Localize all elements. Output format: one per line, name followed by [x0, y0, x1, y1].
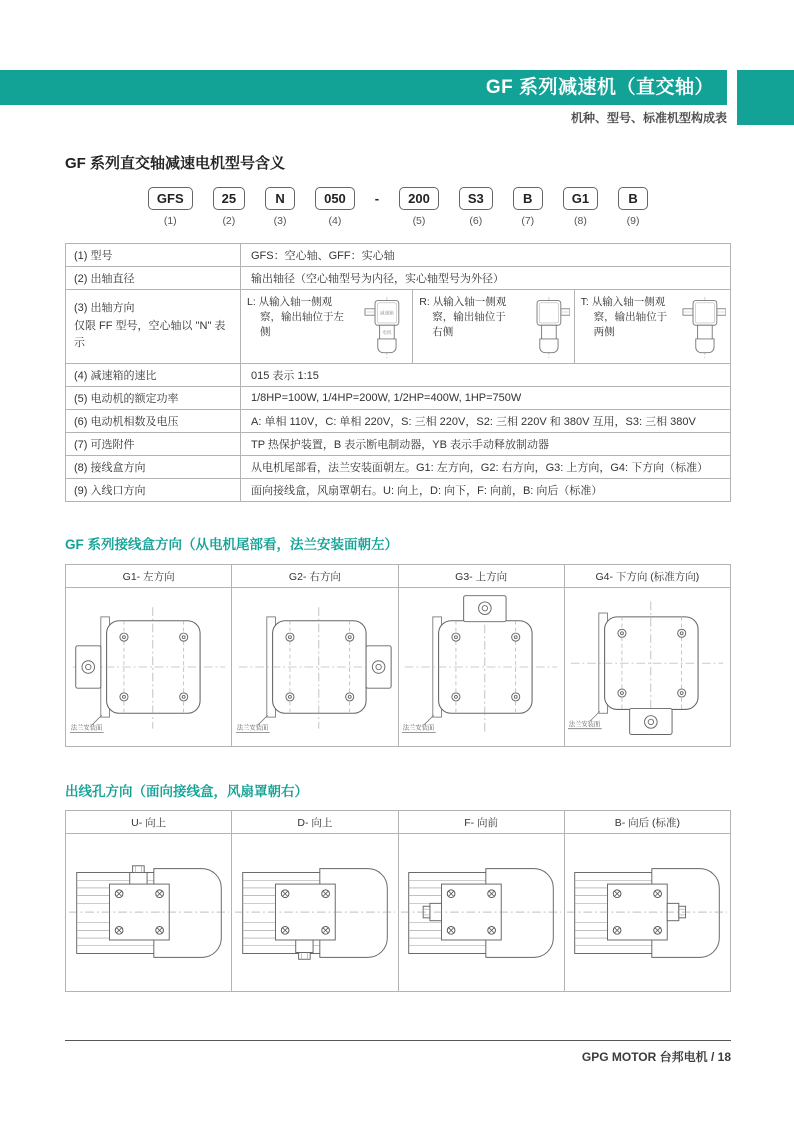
code-separator: -	[374, 191, 380, 206]
code-box: G1	[563, 187, 598, 210]
outlet-section-title: 出线孔方向（面向接线盒，风扇罩朝右）	[65, 784, 308, 799]
spec-value: 面向接线盒，风扇罩朝右。U: 向上，D: 向下，F: 向前，B: 向后（标准）	[241, 479, 731, 502]
motor-side-view-gland-front-drawing	[401, 843, 561, 983]
table-row	[66, 588, 731, 747]
column-header-U: U- 向上	[66, 811, 232, 834]
page-content	[65, 152, 731, 992]
diagram-cell-G2	[232, 588, 398, 747]
code-part-9	[618, 187, 648, 227]
code-box: GFS	[148, 187, 193, 210]
column-header-G3: G3- 上方向	[398, 565, 564, 588]
code-box: 050	[315, 187, 355, 210]
code-part-8	[563, 187, 598, 227]
spec-label: (7) 可选附件	[66, 433, 241, 456]
code-part-3	[265, 187, 295, 227]
spec-label-line1: (3) 出轴方向	[74, 302, 135, 315]
column-header-D: D- 向上	[232, 811, 398, 834]
spec-value: 从电机尾部看，法兰安装面朝左。G1: 左方向，G2: 右方向，G3: 上方向，G4: 下方向（标准）	[241, 456, 731, 479]
spec-table	[65, 243, 731, 502]
column-header-F: F- 向前	[398, 811, 564, 834]
diagram-cell-F	[398, 834, 564, 992]
column-header-G4: G4- 下方向 (标准方向)	[564, 565, 730, 588]
code-index: (4)	[328, 215, 342, 227]
spec-label: (6) 电动机相数及电压	[66, 410, 241, 433]
code-index: (7)	[521, 215, 535, 227]
footer-text: GPG MOTOR 台邦电机 / 18	[581, 1050, 731, 1064]
spec-value: 输出轴径（空心轴型号为内径，实心轴型号为外径）	[241, 267, 731, 290]
flange-face-label: 法兰安装面	[70, 724, 102, 732]
spec-value-shaft-direction	[241, 290, 731, 364]
table-row	[66, 410, 731, 433]
table-header-row	[66, 811, 731, 834]
motor-rear-view-box-left-drawing	[69, 591, 229, 743]
model-code-row	[65, 187, 731, 227]
table-row	[66, 479, 731, 502]
spec-value: 015 表示 1:15	[241, 364, 731, 387]
table-row	[66, 834, 731, 992]
spec-label: (4) 减速箱的速比	[66, 364, 241, 387]
motor-rear-view-box-bottom-drawing	[567, 591, 727, 743]
gearmotor-both-shaft-drawing	[682, 296, 726, 360]
code-box: 25	[213, 187, 245, 210]
motor-rear-view-box-top-drawing	[401, 591, 561, 743]
spec-value: TP 热保护装置，B 表示断电制动器，YB 表示手动释放制动器	[241, 433, 731, 456]
code-index: (8)	[574, 215, 587, 227]
column-header-G2: G2- 右方向	[232, 565, 398, 588]
code-index: (9)	[626, 215, 640, 227]
spec-label: (1) 型号	[66, 244, 241, 267]
motor-side-view-gland-down-drawing	[235, 843, 395, 983]
diagram-cell-G3	[398, 588, 564, 747]
outlet-direction-table	[65, 810, 731, 992]
spec-value: A: 单相 110V，C: 单相 220V，S: 三相 220V，S2: 三相 220V 和 380V 互用，S3: 三相 380V	[241, 410, 731, 433]
code-box: B	[618, 187, 648, 210]
shaft-direction-cells	[241, 290, 730, 363]
motor-side-view-gland-back-drawing	[567, 843, 727, 983]
table-header-row	[66, 565, 731, 588]
shaft-direction-R	[412, 290, 573, 363]
table-row	[66, 364, 731, 387]
spec-value: GFS：空心轴、GFF：实心轴	[241, 244, 731, 267]
gearbox-label: 减速箱	[380, 310, 395, 316]
spec-value: 1/8HP=100W, 1/4HP=200W, 1/2HP=400W, 1HP=750W	[241, 387, 731, 410]
code-part-6	[459, 187, 493, 227]
spec-label: (8) 接线盒方向	[66, 456, 241, 479]
code-index: (2)	[222, 215, 236, 227]
motor-label: 电机	[382, 329, 392, 335]
shaft-direction-L-text: L: 从输入轴一侧观察，输出轴位于左侧	[247, 296, 344, 339]
code-box: 200	[399, 187, 439, 210]
code-box: S3	[459, 187, 493, 210]
code-part-4	[315, 187, 355, 227]
header-banner	[0, 70, 727, 105]
column-header-B: B- 向后 (标准)	[564, 811, 730, 834]
diagram-cell-B	[564, 834, 730, 992]
code-part-1	[148, 187, 193, 227]
diagram-cell-G4	[564, 588, 730, 747]
flange-face-label: 法兰安装面	[569, 720, 601, 728]
diagram-cell-G1	[66, 588, 232, 747]
table-row-shaft-direction	[66, 290, 731, 364]
shaft-direction-L	[241, 290, 412, 363]
junction-box-direction-table	[65, 564, 731, 747]
banner-title: GF 系列减速机（直交轴）	[485, 77, 714, 98]
spec-label-line2: 仅限 FF 型号，空心轴以 "N" 表示	[74, 319, 226, 350]
code-index: (1)	[163, 215, 177, 227]
header-subtitle: 机种、型号、标准机型构成表	[570, 111, 727, 125]
junction-box-section-title: GF 系列接线盒方向（从电机尾部看，法兰安装面朝左）	[65, 537, 398, 552]
header-corner-block	[737, 70, 794, 125]
code-part-7	[513, 187, 543, 227]
code-index: (3)	[273, 215, 287, 227]
gearmotor-right-shaft-drawing	[526, 296, 570, 360]
table-row	[66, 244, 731, 267]
spec-label: (5) 电动机的额定功率	[66, 387, 241, 410]
table-row	[66, 267, 731, 290]
table-row	[66, 387, 731, 410]
column-header-G1: G1- 左方向	[66, 565, 232, 588]
page-footer	[65, 1040, 731, 1065]
spec-label: (2) 出轴直径	[66, 267, 241, 290]
flange-face-label: 法兰安装面	[403, 724, 435, 732]
code-index: (6)	[469, 215, 483, 227]
code-index: (5)	[412, 215, 426, 227]
diagram-cell-U	[66, 834, 232, 992]
flange-face-label: 法兰安装面	[236, 724, 269, 732]
shaft-direction-T	[574, 290, 730, 363]
spec-label	[66, 290, 241, 364]
code-part-5	[399, 187, 439, 227]
page-title: GF 系列直交轴减速电机型号含义	[65, 155, 285, 172]
table-row	[66, 433, 731, 456]
code-part-2	[213, 187, 245, 227]
shaft-direction-T-text: T: 从输入轴一侧观察，输出轴位于两侧	[580, 296, 668, 339]
table-row	[66, 456, 731, 479]
gearmotor-left-shaft-drawing	[364, 296, 408, 360]
spec-label: (9) 入线口方向	[66, 479, 241, 502]
shaft-direction-R-text: R: 从输入轴一侧观察，输出轴位于右侧	[419, 296, 507, 339]
code-box: N	[265, 187, 295, 210]
diagram-cell-D	[232, 834, 398, 992]
motor-side-view-gland-up-drawing	[69, 843, 229, 983]
motor-rear-view-box-right-drawing	[235, 591, 395, 743]
code-box: B	[513, 187, 543, 210]
